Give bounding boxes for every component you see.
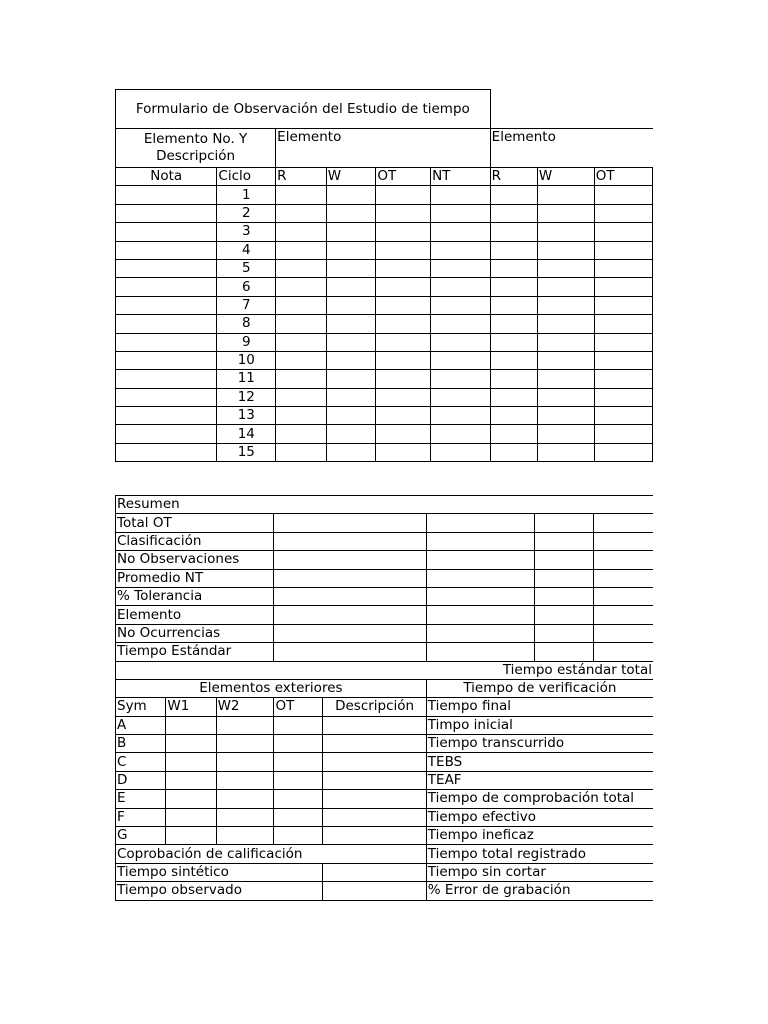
summary-value[interactable]	[535, 587, 594, 605]
observation-cell[interactable]	[537, 278, 594, 296]
summary-value[interactable]	[274, 643, 426, 661]
column-header-row	[116, 168, 653, 186]
summary-value[interactable]	[593, 624, 653, 642]
observation-cell[interactable]	[537, 315, 594, 333]
cycle-row	[116, 315, 653, 333]
summary-header: Resumen	[116, 496, 654, 514]
cycle-number: 12	[217, 388, 276, 406]
observation-cell[interactable]	[431, 425, 491, 443]
summary-label: Elemento	[116, 606, 274, 624]
element-header-2: Elemento	[490, 129, 652, 168]
nota-cell[interactable]	[116, 425, 217, 443]
external-cell[interactable]	[323, 753, 426, 771]
observation-cell[interactable]	[431, 241, 491, 259]
observation-cell[interactable]	[276, 278, 327, 296]
verification-row: Tiempo total registrado	[426, 845, 653, 863]
summary-value[interactable]	[535, 624, 594, 642]
observation-cell[interactable]	[431, 333, 491, 351]
cycle-number: 11	[217, 370, 276, 388]
summary-label: Promedio NT	[116, 569, 274, 587]
observation-cell[interactable]	[490, 259, 537, 277]
cycle-number: 9	[217, 333, 276, 351]
external-symbol: C	[116, 753, 166, 771]
verification-row: Tiempo ineficaz	[426, 827, 653, 845]
col-w-2: W	[537, 168, 594, 186]
observation-cell[interactable]	[326, 333, 376, 351]
summary-value[interactable]	[535, 532, 594, 550]
summary-value[interactable]	[426, 569, 534, 587]
observation-cell[interactable]	[431, 315, 491, 333]
col-r-2: R	[490, 168, 537, 186]
observation-cell[interactable]	[326, 186, 376, 204]
observation-cell[interactable]	[326, 370, 376, 388]
external-symbol: D	[116, 771, 166, 789]
external-cell[interactable]	[216, 827, 274, 845]
cycle-row	[116, 296, 653, 314]
cycle-number: 14	[217, 425, 276, 443]
observation-cell[interactable]	[376, 333, 431, 351]
summary-value[interactable]	[535, 606, 594, 624]
observation-cell[interactable]	[537, 388, 594, 406]
observation-cell[interactable]	[276, 443, 327, 461]
observation-table	[115, 89, 653, 462]
observation-cell[interactable]	[594, 443, 652, 461]
observation-cell[interactable]	[376, 407, 431, 425]
observed-time: Tiempo observado	[116, 882, 323, 900]
observation-cell[interactable]	[537, 259, 594, 277]
external-row	[116, 790, 654, 808]
observation-cell[interactable]	[276, 259, 327, 277]
external-cell[interactable]	[166, 790, 216, 808]
observation-cell[interactable]	[326, 223, 376, 241]
verification-row: Tiempo de comprobación total	[426, 790, 653, 808]
cycle-number: 8	[217, 315, 276, 333]
summary-value[interactable]	[535, 643, 594, 661]
observation-cell[interactable]	[326, 241, 376, 259]
cycle-number: 3	[217, 223, 276, 241]
summary-rows	[116, 514, 654, 661]
summary-value[interactable]	[426, 551, 534, 569]
summary-value[interactable]	[593, 643, 653, 661]
external-cell[interactable]	[274, 790, 323, 808]
element-header-1: Elemento	[276, 129, 491, 168]
observation-cell[interactable]	[431, 370, 491, 388]
observation-cell[interactable]	[594, 315, 652, 333]
total-standard-time: Tiempo estándar total	[116, 661, 654, 679]
summary-label: % Tolerancia	[116, 587, 274, 605]
external-cell[interactable]	[216, 753, 274, 771]
cycle-number: 1	[217, 186, 276, 204]
observed-time-value[interactable]	[323, 882, 426, 900]
observation-cell[interactable]	[594, 204, 652, 222]
summary-value[interactable]	[426, 643, 534, 661]
observation-cell[interactable]	[537, 296, 594, 314]
observation-cell[interactable]	[326, 204, 376, 222]
summary-value[interactable]	[426, 532, 534, 550]
observation-cell[interactable]	[537, 443, 594, 461]
nota-cell[interactable]	[116, 296, 217, 314]
summary-value[interactable]	[593, 606, 653, 624]
observation-cell[interactable]	[537, 186, 594, 204]
observation-cell[interactable]	[594, 223, 652, 241]
cycle-number: 10	[217, 351, 276, 369]
summary-row	[116, 643, 654, 661]
col-sym: Sym	[116, 698, 166, 716]
observation-cell[interactable]	[376, 241, 431, 259]
col-w-1: W	[326, 168, 376, 186]
summary-value[interactable]	[426, 606, 534, 624]
col-ciclo: Ciclo	[217, 168, 276, 186]
observation-cell[interactable]	[276, 407, 327, 425]
observation-cell[interactable]	[276, 315, 327, 333]
external-cell[interactable]	[216, 716, 274, 734]
observation-cell[interactable]	[376, 425, 431, 443]
cycle-number: 5	[217, 259, 276, 277]
summary-value[interactable]	[593, 587, 653, 605]
observation-cell[interactable]	[376, 186, 431, 204]
synthetic-time: Tiempo sintético	[116, 863, 323, 881]
observation-cell[interactable]	[594, 333, 652, 351]
nota-cell[interactable]	[116, 223, 217, 241]
nota-cell[interactable]	[116, 370, 217, 388]
cycle-number: 4	[217, 241, 276, 259]
observation-cell[interactable]	[376, 443, 431, 461]
nota-cell[interactable]	[116, 259, 217, 277]
observation-cell[interactable]	[431, 351, 491, 369]
summary-value[interactable]	[274, 514, 426, 532]
observation-cell[interactable]	[490, 223, 537, 241]
cycle-row	[116, 425, 653, 443]
observation-cell[interactable]	[431, 259, 491, 277]
observation-cell[interactable]	[276, 333, 327, 351]
observation-cell[interactable]	[376, 278, 431, 296]
observation-cell[interactable]	[376, 370, 431, 388]
observation-cell[interactable]	[490, 443, 537, 461]
summary-value[interactable]	[274, 606, 426, 624]
external-cell[interactable]	[274, 735, 323, 753]
observation-cell[interactable]	[431, 278, 491, 296]
observation-cell[interactable]	[276, 351, 327, 369]
observation-cell[interactable]	[376, 204, 431, 222]
summary-value[interactable]	[593, 532, 653, 550]
observation-cell[interactable]	[537, 425, 594, 443]
form-title: Formulario de Observación del Estudio de tiempo	[116, 90, 491, 129]
summary-label: Total OT	[116, 514, 274, 532]
nota-cell[interactable]	[116, 333, 217, 351]
verification-row: Tiempo transcurrido	[426, 735, 653, 753]
external-columns-row	[116, 698, 654, 716]
observation-cell[interactable]	[537, 407, 594, 425]
col-ot-1: OT	[376, 168, 431, 186]
observation-cell[interactable]	[326, 259, 376, 277]
observation-cell[interactable]	[490, 315, 537, 333]
observation-cell[interactable]	[490, 425, 537, 443]
external-row	[116, 716, 654, 734]
nota-cell[interactable]	[116, 186, 217, 204]
cycle-row	[116, 351, 653, 369]
observation-cell[interactable]	[490, 186, 537, 204]
external-symbol: A	[116, 716, 166, 734]
observation-cell[interactable]	[326, 407, 376, 425]
external-cell[interactable]	[274, 771, 323, 789]
summary-row	[116, 532, 654, 550]
summary-row	[116, 551, 654, 569]
col-nt-1: NT	[431, 168, 491, 186]
summary-label: Clasificación	[116, 532, 274, 550]
observation-cell[interactable]	[376, 296, 431, 314]
verification-row: TEAF	[426, 771, 653, 789]
summary-row	[116, 514, 654, 532]
nota-cell[interactable]	[116, 443, 217, 461]
external-cell[interactable]	[323, 827, 426, 845]
summary-value[interactable]	[593, 514, 653, 532]
summary-value[interactable]	[535, 569, 594, 587]
external-elements-header: Elementos exteriores	[116, 679, 427, 697]
external-cell[interactable]	[166, 716, 216, 734]
external-cell[interactable]	[274, 753, 323, 771]
summary-row	[116, 624, 654, 642]
observation-cell[interactable]	[276, 223, 327, 241]
verification-row: Tiempo sin cortar	[426, 863, 653, 881]
observation-cell[interactable]	[594, 351, 652, 369]
summary-label: No Ocurrencias	[116, 624, 274, 642]
cycle-number: 6	[217, 278, 276, 296]
observation-cell[interactable]	[276, 388, 327, 406]
summary-row	[116, 587, 654, 605]
observation-cell[interactable]	[431, 296, 491, 314]
cycle-row	[116, 223, 653, 241]
cycle-row	[116, 241, 653, 259]
verification-row: Tiempo efectivo	[426, 808, 653, 826]
external-row	[116, 771, 654, 789]
col-descripcion: Descripción	[323, 698, 426, 716]
summary-value[interactable]	[274, 587, 426, 605]
observation-cell[interactable]	[594, 241, 652, 259]
cycle-row	[116, 370, 653, 388]
observation-cell[interactable]	[594, 186, 652, 204]
observation-cell[interactable]	[594, 388, 652, 406]
nota-cell[interactable]	[116, 407, 217, 425]
summary-value[interactable]	[274, 569, 426, 587]
external-cell[interactable]	[166, 808, 216, 826]
cycle-row	[116, 259, 653, 277]
external-cell[interactable]	[166, 735, 216, 753]
nota-cell[interactable]	[116, 388, 217, 406]
observation-cell[interactable]	[490, 241, 537, 259]
summary-row	[116, 569, 654, 587]
observation-cell[interactable]	[326, 443, 376, 461]
summary-value[interactable]	[535, 514, 594, 532]
verification-row: Timpo inicial	[426, 716, 653, 734]
external-symbol: E	[116, 790, 166, 808]
observation-cell[interactable]	[594, 407, 652, 425]
summary-value[interactable]	[535, 551, 594, 569]
external-cell[interactable]	[166, 827, 216, 845]
verification-row: TEBS	[426, 753, 653, 771]
summary-value[interactable]	[274, 532, 426, 550]
external-cell[interactable]	[323, 771, 426, 789]
verification-row: % Error de grabación	[426, 882, 653, 900]
summary-value[interactable]	[426, 514, 534, 532]
observation-cell[interactable]	[326, 351, 376, 369]
nota-cell[interactable]	[116, 315, 217, 333]
element-description-header: Elemento No. Y Descripción	[116, 129, 276, 168]
external-cell[interactable]	[274, 808, 323, 826]
observation-cell[interactable]	[276, 296, 327, 314]
summary-value[interactable]	[426, 624, 534, 642]
observation-cell[interactable]	[594, 259, 652, 277]
cycle-number: 7	[217, 296, 276, 314]
observation-cell[interactable]	[376, 388, 431, 406]
cycle-row	[116, 443, 653, 461]
external-cell[interactable]	[323, 735, 426, 753]
observation-cell[interactable]	[594, 425, 652, 443]
cycle-row	[116, 407, 653, 425]
external-cell[interactable]	[166, 753, 216, 771]
observation-cell[interactable]	[537, 241, 594, 259]
summary-value[interactable]	[274, 551, 426, 569]
observation-cell[interactable]	[490, 370, 537, 388]
observation-cell[interactable]	[431, 443, 491, 461]
observation-cell[interactable]	[594, 370, 652, 388]
col-w2: W2	[216, 698, 274, 716]
cycle-row	[116, 333, 653, 351]
rating-check: Coprobación de calificación	[116, 845, 427, 863]
external-rows	[116, 716, 654, 845]
summary-value[interactable]	[593, 551, 653, 569]
observation-cell[interactable]	[431, 388, 491, 406]
observation-cell[interactable]	[431, 204, 491, 222]
synthetic-time-value[interactable]	[323, 863, 426, 881]
col-ot: OT	[274, 698, 323, 716]
observation-cell[interactable]	[490, 278, 537, 296]
cycle-row	[116, 204, 653, 222]
observation-cell[interactable]	[326, 296, 376, 314]
observation-cell[interactable]	[376, 259, 431, 277]
external-cell[interactable]	[216, 735, 274, 753]
summary-label: Tiempo Estándar	[116, 643, 274, 661]
nota-cell[interactable]	[116, 241, 217, 259]
nota-cell[interactable]	[116, 204, 217, 222]
external-cell[interactable]	[216, 771, 274, 789]
observation-cell[interactable]	[276, 186, 327, 204]
observation-cell[interactable]	[276, 425, 327, 443]
nota-cell[interactable]	[116, 351, 217, 369]
observation-cell[interactable]	[376, 315, 431, 333]
col-r-1: R	[276, 168, 327, 186]
external-row	[116, 753, 654, 771]
external-cell[interactable]	[323, 716, 426, 734]
observation-cell[interactable]	[490, 407, 537, 425]
external-cell[interactable]	[166, 771, 216, 789]
observation-cell[interactable]	[490, 333, 537, 351]
col-w1: W1	[166, 698, 216, 716]
external-cell[interactable]	[216, 790, 274, 808]
external-symbol: F	[116, 808, 166, 826]
cycle-number: 13	[217, 407, 276, 425]
observation-cell[interactable]	[490, 351, 537, 369]
summary-value[interactable]	[274, 624, 426, 642]
observation-cell[interactable]	[537, 370, 594, 388]
external-row	[116, 827, 654, 845]
summary-value[interactable]	[426, 587, 534, 605]
observation-cell[interactable]	[431, 407, 491, 425]
external-row	[116, 735, 654, 753]
external-cell[interactable]	[274, 716, 323, 734]
observation-cell[interactable]	[376, 223, 431, 241]
external-symbol: G	[116, 827, 166, 845]
observation-cell[interactable]	[326, 425, 376, 443]
summary-table	[115, 495, 653, 901]
observation-cell[interactable]	[537, 351, 594, 369]
observation-cell[interactable]	[376, 351, 431, 369]
col-ot-2: OT	[594, 168, 652, 186]
cycle-rows	[116, 186, 653, 462]
cycle-number: 15	[217, 443, 276, 461]
observation-cell[interactable]	[276, 241, 327, 259]
external-symbol: B	[116, 735, 166, 753]
external-cell[interactable]	[323, 790, 426, 808]
observation-cell[interactable]	[537, 333, 594, 351]
verification-header: Tiempo de verificación	[426, 679, 653, 697]
summary-label: No Observaciones	[116, 551, 274, 569]
observation-cell[interactable]	[326, 388, 376, 406]
observation-cell[interactable]	[490, 388, 537, 406]
observation-cell[interactable]	[594, 296, 652, 314]
cycle-row	[116, 388, 653, 406]
verification-row: Tiempo final	[426, 698, 653, 716]
summary-value[interactable]	[593, 569, 653, 587]
observation-cell[interactable]	[490, 296, 537, 314]
external-cell[interactable]	[274, 827, 323, 845]
external-cell[interactable]	[323, 808, 426, 826]
external-cell[interactable]	[216, 808, 274, 826]
observation-cell[interactable]	[431, 223, 491, 241]
observation-cell[interactable]	[490, 204, 537, 222]
cycle-row	[116, 278, 653, 296]
observation-cell[interactable]	[326, 315, 376, 333]
cycle-row	[116, 186, 653, 204]
observation-cell[interactable]	[276, 204, 327, 222]
observation-cell[interactable]	[537, 223, 594, 241]
observation-cell[interactable]	[594, 278, 652, 296]
summary-row	[116, 606, 654, 624]
col-nota: Nota	[116, 168, 217, 186]
nota-cell[interactable]	[116, 278, 217, 296]
observation-cell[interactable]	[326, 278, 376, 296]
cycle-number: 2	[217, 204, 276, 222]
observation-cell[interactable]	[431, 186, 491, 204]
observation-cell[interactable]	[276, 370, 327, 388]
external-row	[116, 808, 654, 826]
observation-cell[interactable]	[537, 204, 594, 222]
